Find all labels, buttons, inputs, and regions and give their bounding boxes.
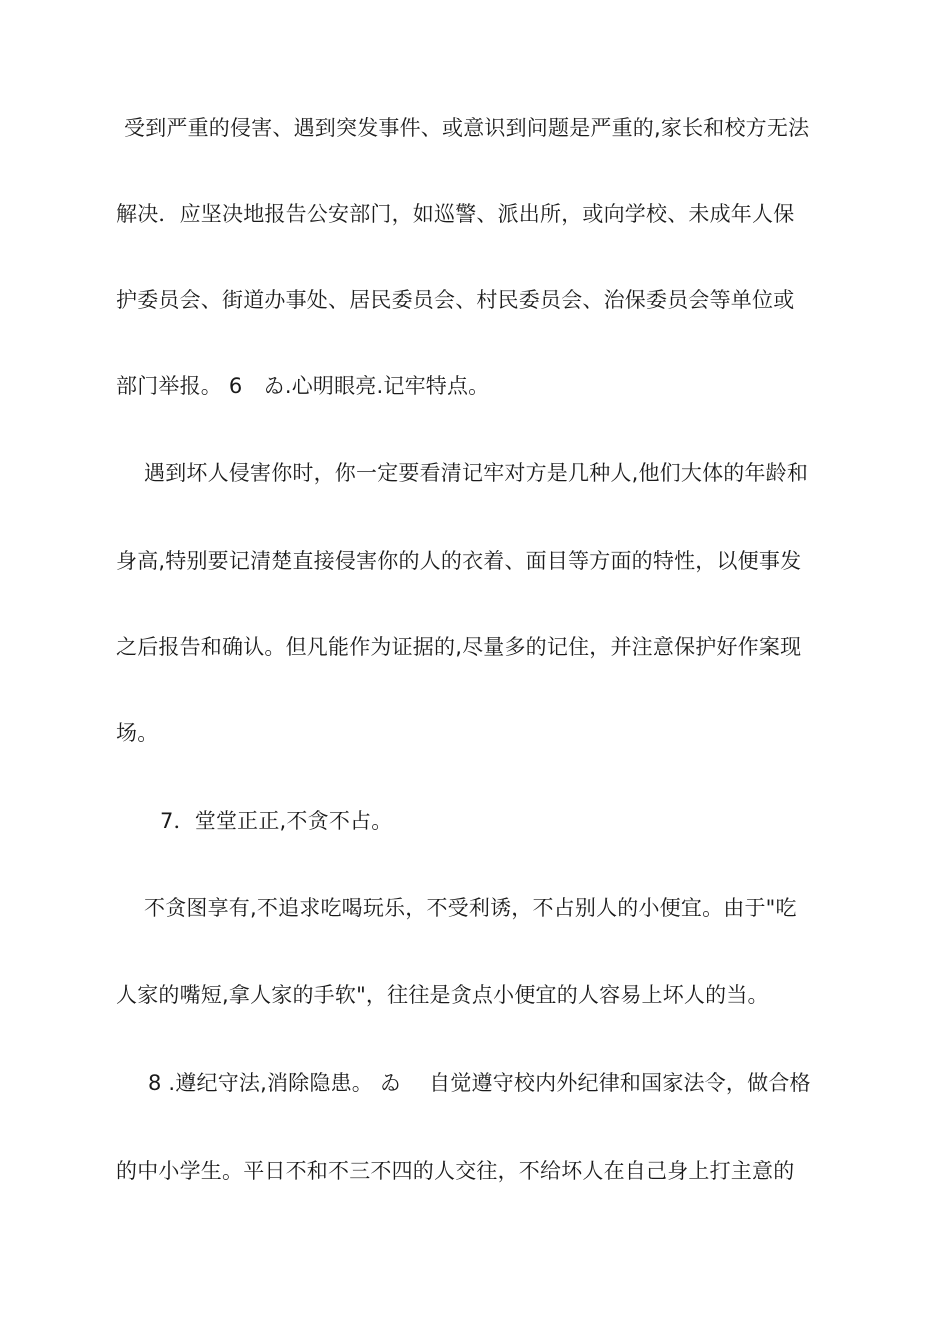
text-line-1: 受到严重的侵害、遇到突发事件、或意识到问题是严重的,家长和校方无法 [124, 116, 810, 140]
text-line-11: 人家的嘴短,拿人家的手软"，往往是贪点小便宜的人容易上坏人的当。 [116, 983, 769, 1007]
text-line-3: 护委员会、街道办事处、居民委员会、村民委员会、治保委员会等单位或 [116, 288, 795, 312]
text-line-10: 不贪图享有,不追求吃喝玩乐，不受利诱，不占别人的小便宜。由于"吃 [144, 896, 797, 920]
section-heading-8: 8 .遵纪守法,消除隐患。 ゐ 自觉遵守校内外纪律和国家法令，做合格 [148, 1071, 811, 1095]
text-line-13: 的中小学生。平日不和不三不四的人交往，不给坏人在自己身上打主意的 [116, 1159, 795, 1183]
text-line-2: 解决．应坚决地报告公安部门，如巡警、派出所，或向学校、未成年人保 [116, 202, 795, 226]
text-line-6: 身高,特别要记清楚直接侵害你的人的衣着、面目等方面的特性，以便事发 [116, 549, 802, 573]
text-line-8: 场。 [116, 721, 159, 745]
text-line-7: 之后报告和确认。但凡能作为证据的,尽量多的记住，并注意保护好作案现 [116, 635, 802, 659]
text-line-4: 部门举报。 6 ゐ.心明眼亮.记牢特点。 [116, 374, 490, 398]
text-line-5: 遇到坏人侵害你时，你一定要看清记牢对方是几种人,他们大体的年龄和 [144, 461, 809, 485]
section-heading-7: 7．堂堂正正,不贪不占。 [160, 809, 393, 833]
